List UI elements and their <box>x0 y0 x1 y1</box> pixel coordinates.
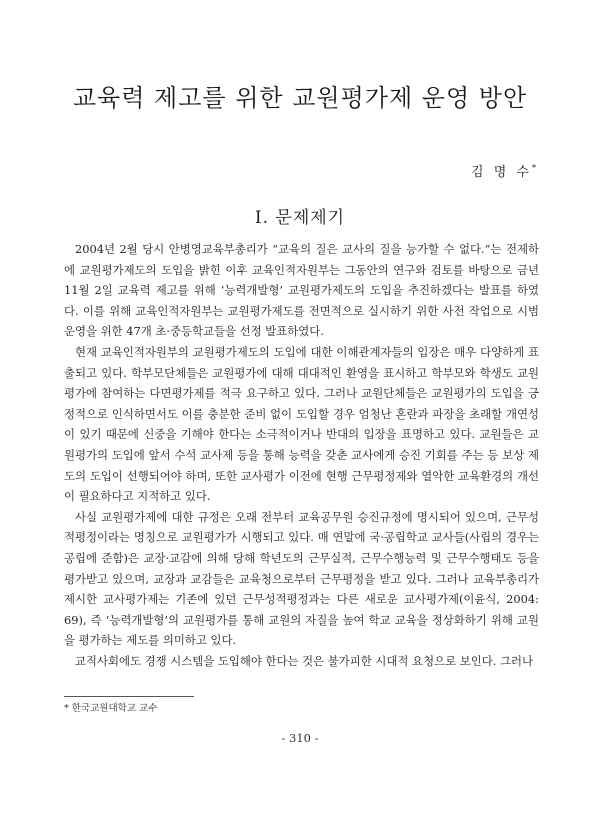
paragraph-1: 2004년 2월 당시 안병영교육부총리가 “교육의 질은 교사의 질을 능가할 수 없다.”는 전제하에 교원평가제도의 도입을 밝힌 이후 교육인적자원부는 그동안의 연구와 검토를 바탕으로 금년 11월 2일 교육력 제고를 위해 ‘능력개발형’ 교원평가제도의 도입을 추진하겠다는 발표를 하였다. 이를 위해 교육인적자원부는 교원평가제도를 전면적으로 실시하기 위한 사전 작업으로 시범운영을 위한 47개 초·중등학교들을 선정 발표하였다. <box>64 242 539 339</box>
author-footnote-mark: * <box>532 163 536 173</box>
paragraph-4: 교직사회에도 경쟁 시스템을 도입해야 한다는 것은 불가피한 시대적 요청으로 보인다. 그러나 <box>75 653 533 668</box>
footnote-divider <box>64 696 194 697</box>
author-line <box>471 161 536 180</box>
paragraph-3: 사실 교원평가제에 대한 규정은 오래 전부터 교육공무원 승진규정에 명시되어 있으며, 근무성적평정이라는 명칭으로 교원평가가 시행되고 있다. 매 연말에 국·공립학교 교사들(사립의 경우는 공립에 준함)은 교장·교감에 의해 당해 학년도의 근무실적, 근무수행능력 및 근무수행태도 등을 평가받고 있으며, 교장과 교감들은 교육청으로부터 근무평정을 받고 있다. 그러나 교육부총리가 제시한 교사평가제는 기존에 있던 근무성적평정과는 다른 새로운 교사평가제(이윤식, 2004: 69), 즉 ‘능력개발형’의 교원평가를 통해 교원의 자질을 높여 학교 교육을 정상화하기 위해 교원을 평가하는 제도를 의미하고 있다. <box>64 509 539 648</box>
page-number: - 310 - <box>281 731 319 745</box>
paragraph-2: 현재 교육인적자원부의 교원평가제도의 도입에 대한 이해관계자들의 입장은 매우 다양하게 표출되고 있다. 학부모단체들은 교원평가에 대해 대대적인 환영을 표시하고 학부모와 학생도 교원평가에 참여하는 다면평가제를 적극 요구하고 있다. 그러나 교원단체들은 교원평가의 도입을 긍정적으로 인식하면서도 이를 충분한 준비 없이 도입할 경우 엄청난 혼란과 파장을 초래할 개연성이 있기 때문에 신중을 기해야 한다는 소극적이거나 반대의 입장을 표명하고 있다. 교원들은 교원평가의 도입에 앞서 수석 교사제 등을 통해 능력을 갖춘 교사에게 승진 기회를 주는 등 보상 제도의 도입이 선행되어야 하며, 또한 교사평가 이전에 현행 근무평정제와 열악한 교육환경의 개선이 필요하다고 지적하고 있다. <box>64 344 539 504</box>
footnote: * 한국교원대학교 교수 <box>64 703 158 714</box>
body-text <box>64 239 539 671</box>
author-name: 김 명 수 <box>471 165 532 180</box>
section-heading: Ⅰ. 문제제기 <box>254 208 346 228</box>
paper-title: 교육력 제고를 위한 교원평가제 운영 방안 <box>72 84 528 112</box>
